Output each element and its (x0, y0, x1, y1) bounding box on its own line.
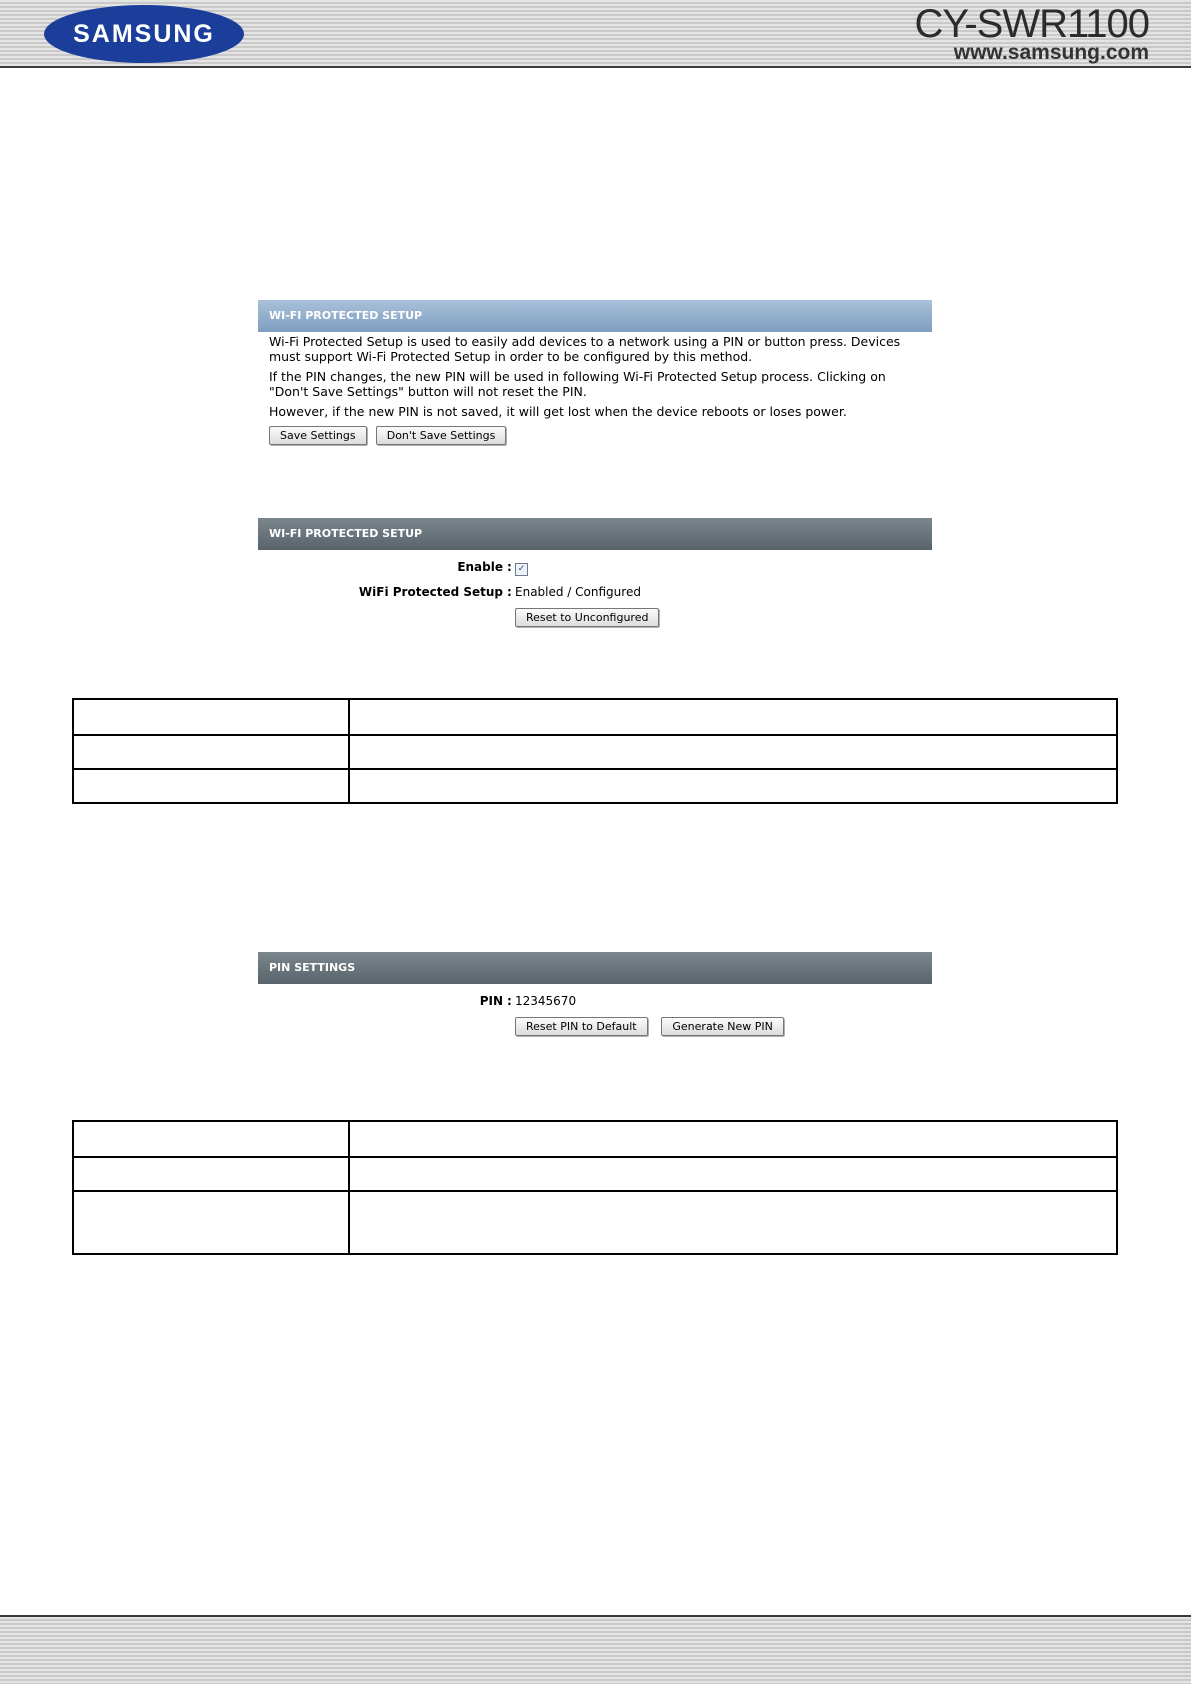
enable-label: Enable (457, 560, 503, 574)
enable-separator: : (507, 560, 512, 574)
wps-info-title: WI-FI PROTECTED SETUP (258, 300, 932, 332)
wps-info-paragraph-3: However, if the new PIN is not saved, it will get lost when the device reboots or loses power. (269, 404, 847, 419)
pin-buttons (515, 1017, 784, 1036)
description-table-1 (72, 698, 1118, 804)
website-url: www.samsung.com (953, 41, 1149, 64)
wps-info-buttons (258, 424, 932, 445)
wps-settings-panel (258, 518, 932, 636)
reset-to-unconfigured-button[interactable]: Reset to Unconfigured (515, 608, 659, 627)
description-table-2 (72, 1120, 1118, 1255)
enable-checkbox[interactable]: ✓ (515, 563, 528, 576)
table-row (73, 1121, 1117, 1157)
wps-info-paragraph-2: If the PIN changes, the new PIN will be used in following Wi-Fi Protected Setup process. Clicking on "Don't Save Settings" button will not reset the PIN. (269, 369, 886, 399)
header-divider (0, 66, 1191, 68)
wps-info-panel (258, 300, 932, 445)
pin-settings-panel (258, 952, 932, 1045)
pin-value: 12345670 (515, 994, 577, 1008)
table-row (73, 735, 1117, 769)
logo-text: SAMSUNG (73, 19, 215, 48)
wps-info-paragraph-1: Wi-Fi Protected Setup is used to easily add devices to a network using a PIN or button press. Devices must support Wi-Fi Protected Setup in order to be configured by this method. (269, 334, 901, 364)
wps-info-text (258, 332, 932, 419)
wps-status-separator: : (507, 585, 512, 599)
wps-status-label: WiFi Protected Setup (358, 585, 503, 599)
save-settings-button[interactable]: Save Settings (269, 426, 367, 445)
page-header (0, 0, 1191, 66)
pin-settings-title: PIN SETTINGS (258, 952, 932, 984)
pin-buttons-row (258, 1015, 932, 1045)
pin-label: PIN (479, 994, 503, 1008)
table-row (73, 699, 1117, 735)
enable-checkbox-wrap (515, 560, 528, 576)
enable-row (258, 556, 932, 581)
wps-status-value: Enabled / Configured (515, 585, 641, 599)
table-row (73, 769, 1117, 803)
table-row (73, 1191, 1117, 1254)
pin-row (258, 990, 932, 1015)
pin-separator: : (507, 994, 512, 1008)
dont-save-settings-button[interactable]: Don't Save Settings (376, 426, 507, 445)
model-name: CY-SWR1100 (914, 2, 1149, 46)
table-row (73, 1157, 1117, 1191)
reset-row (258, 606, 932, 636)
wps-status-row (258, 581, 932, 606)
page-footer (0, 1617, 1191, 1684)
generate-new-pin-button[interactable]: Generate New PIN (661, 1017, 783, 1036)
samsung-logo (44, 5, 244, 63)
reset-button-wrap (515, 608, 659, 627)
reset-pin-to-default-button[interactable]: Reset PIN to Default (515, 1017, 648, 1036)
wps-settings-title: WI-FI PROTECTED SETUP (258, 518, 932, 550)
